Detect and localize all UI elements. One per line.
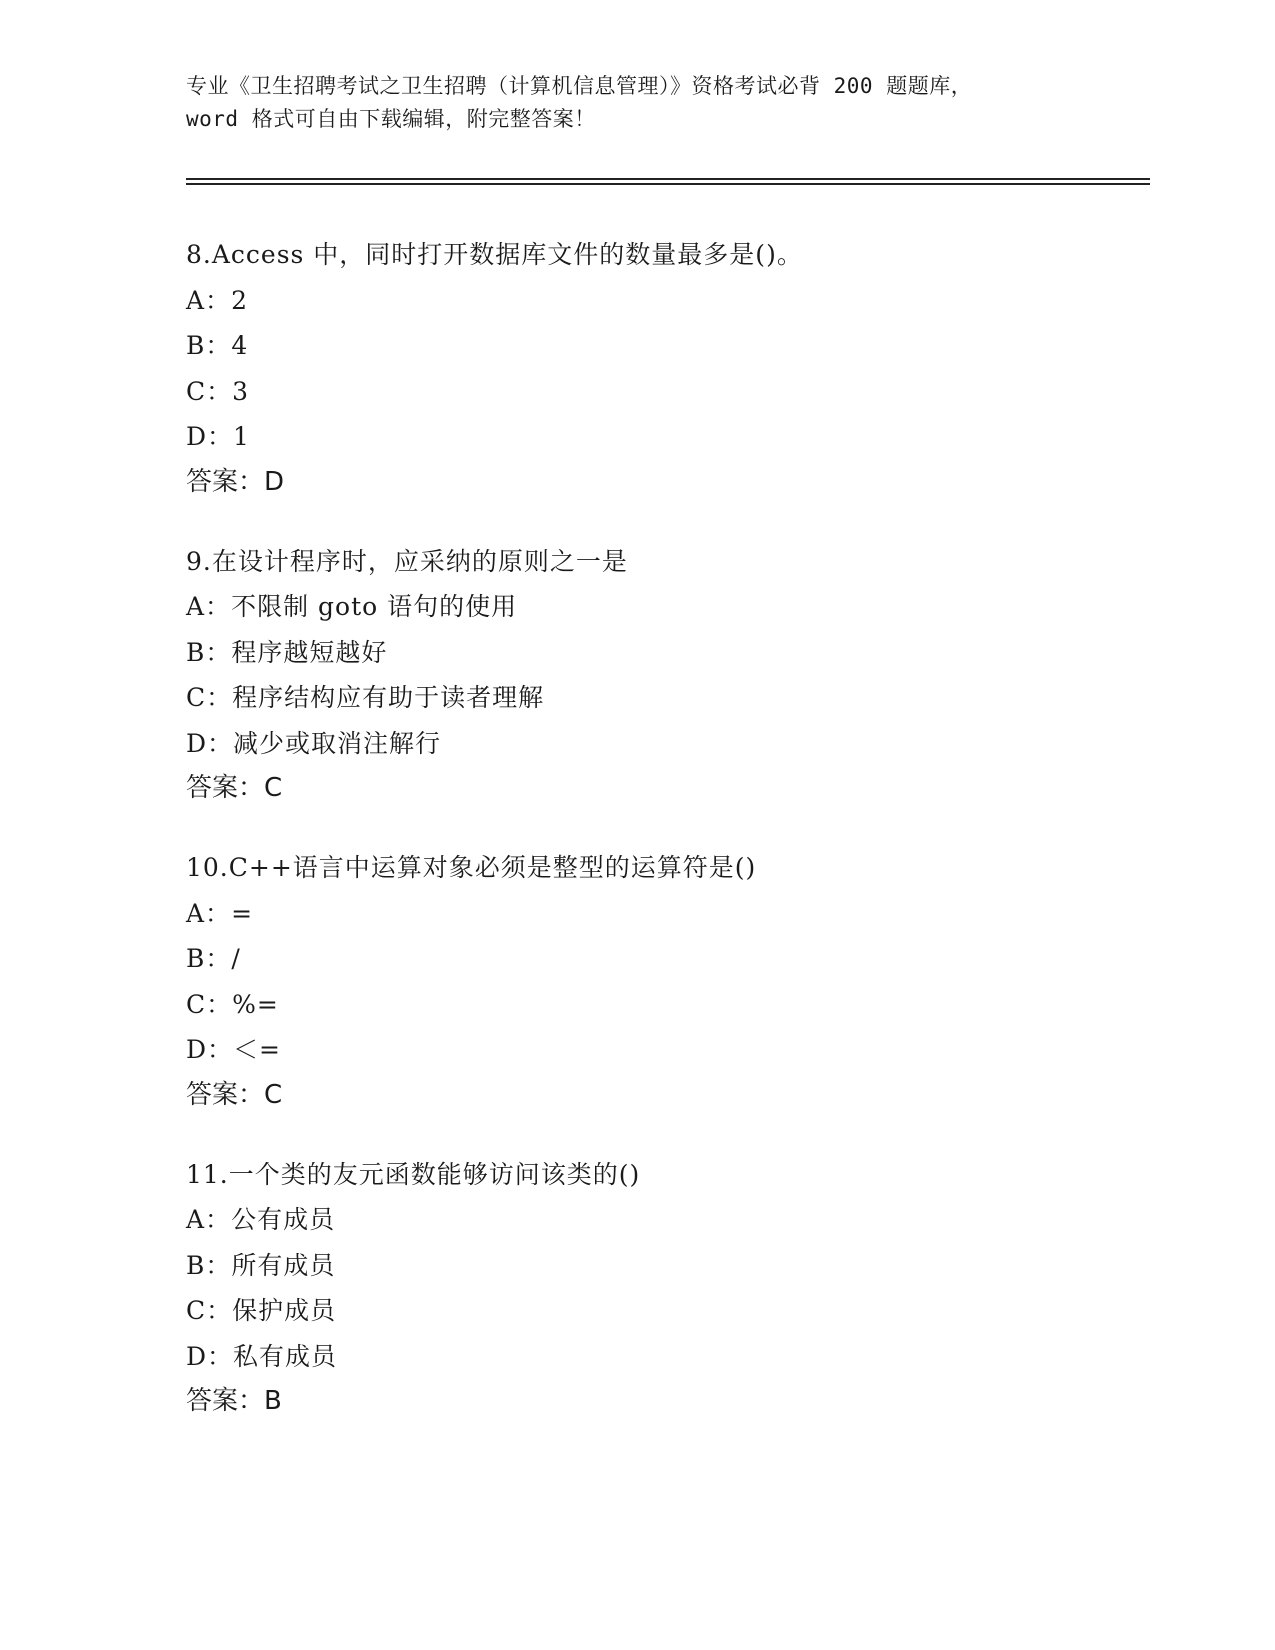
option-letter: A： [186, 592, 232, 621]
question-stem: 8.Access 中，同时打开数据库文件的数量最多是()。 [186, 240, 803, 269]
option-text: 程序结构应有助于读者理解 [232, 683, 545, 712]
option-text: 2 [231, 285, 248, 315]
option-text: = [231, 898, 254, 928]
answer-line: 答案：C [186, 1079, 283, 1110]
question-stem: 10.C++语言中运算对象必须是整型的运算符是() [186, 853, 757, 882]
option-text: 程序越短越好 [231, 637, 388, 667]
option-letter: C： [186, 989, 233, 1019]
option-text: / [231, 944, 241, 973]
option-c [186, 982, 1146, 1028]
option-d [186, 414, 1146, 460]
answer-line: 答案：C [186, 773, 283, 803]
option-d [186, 1334, 1146, 1380]
option-text: 不限制 goto 语句的使用 [231, 592, 518, 621]
option-letter: C： [186, 376, 233, 406]
option-letter: B： [186, 944, 232, 973]
option-letter: D： [186, 422, 234, 451]
option-letter: B： [186, 637, 232, 667]
option-b [186, 936, 1146, 982]
option-letter: A： [186, 898, 232, 928]
option-a [186, 891, 1146, 937]
option-letter: C： [186, 1296, 233, 1325]
option-a [186, 584, 1146, 630]
header-line-2: word 格式可自由下载编辑，附完整答案！ [186, 107, 596, 131]
option-letter: A： [186, 285, 232, 315]
question-8 [186, 232, 1146, 505]
option-text: 所有成员 [231, 1250, 336, 1280]
option-letter: D： [186, 1035, 234, 1064]
option-text: %= [232, 989, 279, 1019]
answer-line: 答案：D [186, 466, 285, 497]
option-a [186, 278, 1146, 324]
option-letter: C： [186, 683, 233, 712]
option-text: 私有成员 [233, 1341, 338, 1371]
option-text: 4 [231, 331, 249, 360]
option-text: 公有成员 [231, 1205, 336, 1234]
option-letter: D： [186, 728, 234, 758]
document-header [186, 70, 1086, 136]
option-c [186, 369, 1146, 415]
option-b [186, 1243, 1146, 1289]
header-line-1: 专业《卫生招聘考试之卫生招聘（计算机信息管理）》资格考试必背 200 题题库， [186, 74, 973, 98]
option-letter: D： [186, 1341, 234, 1371]
option-letter: B： [186, 1250, 232, 1280]
question-stem: 9.在设计程序时，应采纳的原则之一是 [186, 546, 628, 576]
option-text: 保护成员 [232, 1296, 337, 1325]
question-11 [186, 1152, 1146, 1425]
option-text: 3 [232, 376, 250, 406]
header-divider-bottom [186, 183, 1150, 185]
option-a [186, 1197, 1146, 1243]
option-text: ＜= [233, 1035, 281, 1064]
question-stem: 11.一个类的友元函数能够访问该类的() [186, 1159, 641, 1189]
option-d [186, 721, 1146, 767]
header-divider-top [186, 178, 1150, 180]
option-c [186, 1288, 1146, 1334]
option-c [186, 675, 1146, 721]
option-b [186, 630, 1146, 676]
question-9 [186, 539, 1146, 812]
option-text: 减少或取消注解行 [233, 728, 442, 758]
option-text: 1 [233, 422, 250, 451]
question-list [186, 232, 1146, 1458]
answer-line: 答案：B [186, 1386, 282, 1416]
option-b [186, 323, 1146, 369]
option-letter: A： [186, 1205, 232, 1234]
question-10 [186, 845, 1146, 1118]
option-letter: B： [186, 331, 232, 360]
option-d [186, 1027, 1146, 1073]
